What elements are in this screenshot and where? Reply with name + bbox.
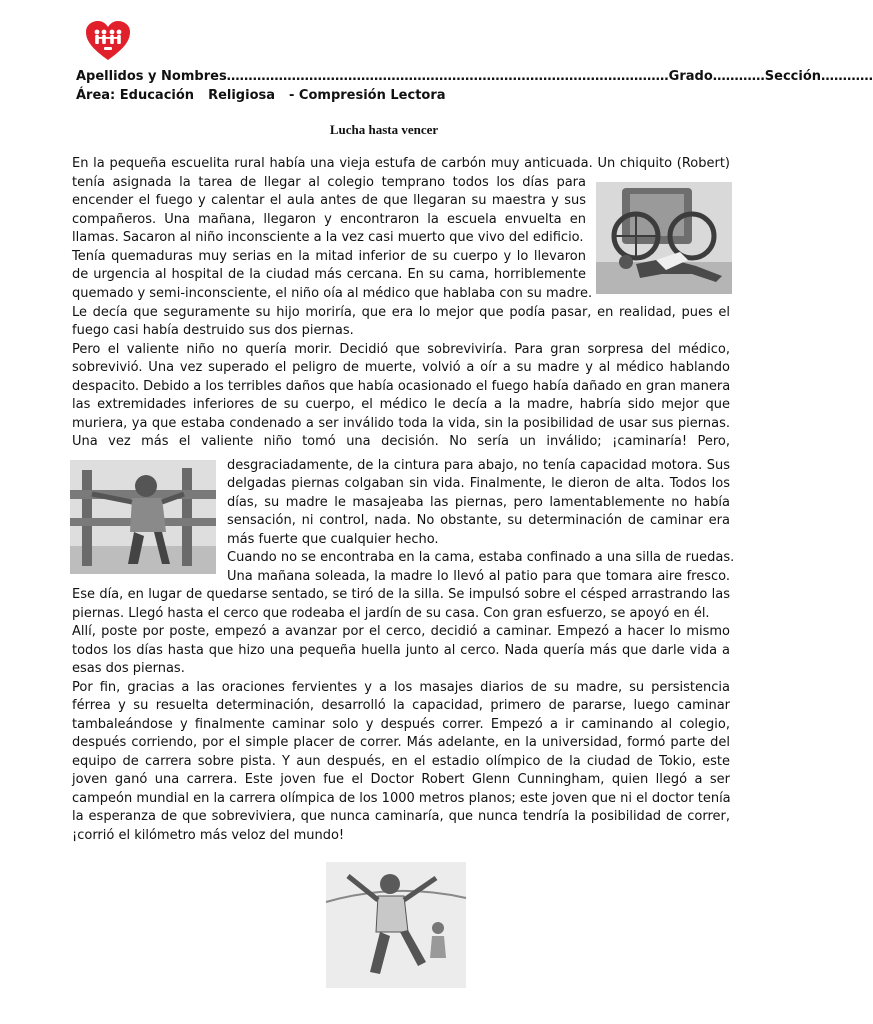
text-line: Le decía que seguramente su hijo moriría, que era lo mejor que podía pasar, en realidad, pues el bbox=[72, 304, 730, 320]
text-line: llamas. Sacaron al niño inconsciente a la vez casi muerto que vivo del edificio. bbox=[72, 230, 584, 245]
text-line: Por fin, gracias a las oraciones fervientes y a los masajes diarios de su madre, su persistencia bbox=[72, 679, 730, 695]
wheelchair-illustration bbox=[596, 182, 732, 294]
text-line: fuego casi había destruido sus dos piernas. bbox=[72, 323, 354, 338]
text-line: todos los días hasta que hizo una pequeña huella junto al cerco. Nada quería más que darle vida a bbox=[72, 642, 730, 658]
paragraph-doctor bbox=[72, 304, 730, 452]
text-line: después corriendo, por el simple placer de correr. Más adelante, en la universidad, formó parte del bbox=[72, 735, 730, 750]
text-line: joven ganó una carrera. Este joven fue el Doctor Robert Glenn Cunningham, quien llegó a ser bbox=[72, 772, 730, 787]
text-line: Una mañana soleada, la madre lo llevó al patio para que tomara aire fresco. bbox=[227, 568, 730, 584]
text-line: más fuerte que cualquier hecho. bbox=[227, 531, 439, 547]
heart-logo-icon bbox=[84, 20, 132, 62]
area-label: Área: Educación bbox=[76, 88, 195, 103]
area-topic: - Compresión Lectora bbox=[289, 88, 446, 103]
text-line: encender el fuego y calentar el aula antes de que llegaran su maestra y sus bbox=[72, 193, 586, 208]
text-line: Allí, poste por poste, empezó a avanzar por el cerco, decidió a caminar. Empezó a hacer lo mismo bbox=[72, 624, 730, 639]
fence-illustration bbox=[70, 460, 216, 574]
text-line: días, su madre le masajeaba las piernas, pero lamentablemente no había bbox=[227, 494, 730, 510]
text-line: piernas. Llegó hasta el cerco que rodeaba el jardín de su casa. Con gran esfuerzo, se apoyó en él. bbox=[72, 605, 710, 621]
text-line: Tenía quemaduras muy serias en la mitad inferior de su cuerpo y lo llevaron bbox=[72, 248, 586, 264]
text-line: Una vez más el valiente niño tomó una decisión. No sería un inválido; ¡caminaría! Pero, bbox=[72, 434, 730, 449]
paragraph-ending bbox=[72, 586, 730, 845]
text-line: delgadas piernas colgaban sin vida. Finalmente, le dieron de alta. Todos los bbox=[227, 476, 730, 491]
text-line: esas dos piernas. bbox=[72, 661, 185, 676]
text-line: tenía asignada la tarea de llegar al colegio temprano todos los días para bbox=[72, 174, 586, 190]
text-line: Ese día, en lugar de quedarse sentado, se tiró de la silla. Se impulsó sobre el césped arrastrando las bbox=[72, 587, 730, 602]
area-line bbox=[76, 88, 460, 103]
paragraph-determination bbox=[227, 457, 735, 587]
text-line: despacito. Debido a los terribles daños que había ocasionado el fuego había dañado en gran manera bbox=[72, 378, 731, 394]
text-line: ¡corrió el kilómetro más veloz del mundo! bbox=[72, 827, 345, 843]
text-line: tambaleándose y finalmente caminar solo y después correr. Empezó a ir caminando al colegio, bbox=[72, 716, 730, 732]
text-line: la esperanza de que sobreviviera, que nunca caminaría, que nunca tendría la posibilidad de correr, bbox=[72, 809, 730, 824]
text-line: sensación, ni control, nada. No obstante, su determinación de caminar era bbox=[227, 513, 730, 528]
text-line: compañeros. Una mañana, llegaron y encontraron la escuela envuelta en bbox=[72, 211, 586, 227]
text-line: sobrevivió. Una vez superado el peligro de muerte, volvió a oír a su madre y al médico hablando bbox=[72, 360, 730, 375]
text-line: En la pequeña escuelita rural había una vieja estufa de carbón muy anticuada. Un chiquito (Robert) bbox=[72, 156, 730, 171]
text-line: Pero el valiente niño no quería morir. Decidió que sobreviviría. Para gran sorpresa del médico, bbox=[72, 341, 730, 357]
student-name-line: Apellidos y Nombres…………………………………………………………………………………………Grado…………Sección………… bbox=[76, 69, 873, 84]
text-line: las extremidades inferiores de su cuerpo, el médico le decía a la madre, habría sido mejor que bbox=[72, 397, 730, 412]
area-subject: Religiosa bbox=[208, 88, 276, 103]
text-line: Cuando no se encontraba en la cama, estaba confinado a una silla de ruedas. bbox=[227, 550, 735, 565]
text-line: desgraciadamente, de la cintura para abajo, no tenía capacidad motora. Sus bbox=[227, 457, 730, 473]
paragraph-intro bbox=[72, 155, 730, 174]
text-line: muriera, ya que estaba condenado a ser inválido toda la vida, sin la posibilidad de usar sus piernas. bbox=[72, 415, 730, 431]
text-line: férrea y su resuelta determinación, desarrolló la capacidad, primero de pararse, luego caminar bbox=[72, 698, 730, 713]
text-line: de urgencia al hospital de la ciudad más cercana. En su cama, horriblemente bbox=[72, 267, 586, 282]
text-line: quemado y semi-inconsciente, el niño oía al médico que hablaba con su madre. bbox=[72, 285, 593, 301]
page-title: Lucha hasta vencer bbox=[329, 122, 439, 137]
runner-illustration bbox=[326, 862, 466, 988]
text-line: campeón mundial en la carrera olímpica de los 1000 metros planos; este joven que ni el doctor tenía bbox=[72, 790, 731, 806]
text-line: equipo de carrera sobre pista. Y aun después, en el estadio olímpico de la ciudad de Tokio, este bbox=[72, 753, 730, 769]
